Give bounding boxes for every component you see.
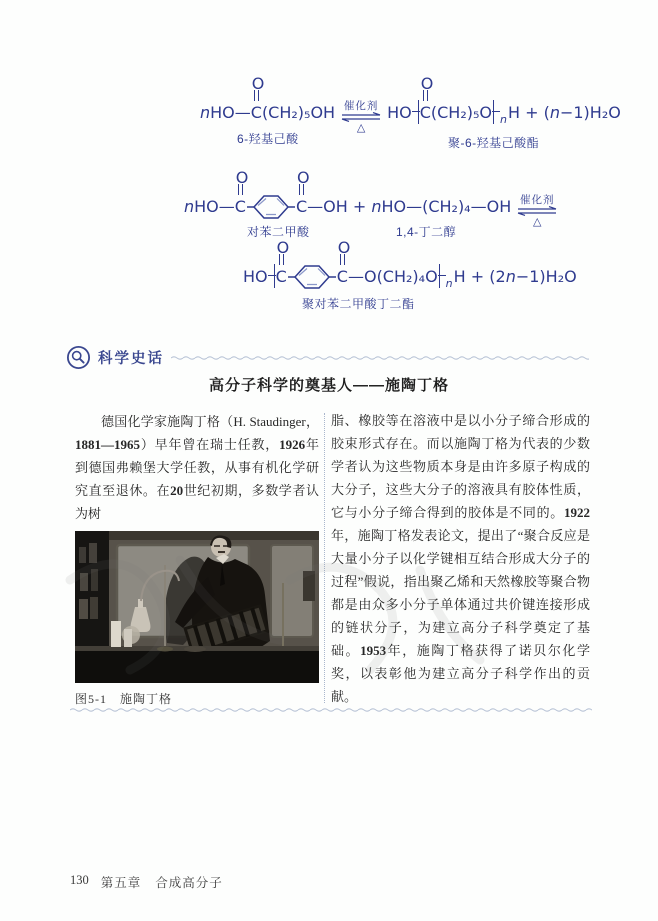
equation-2-product [243,238,577,294]
carbonyl-oxygen: O [420,74,434,93]
product-name-label: 聚-6-羟基己酸酯 [448,136,540,150]
formula-segment: H + ( [507,103,550,122]
formula-segment: HO— [194,197,235,216]
double-bond-icon [238,184,243,195]
coefficient-n: n [549,103,560,122]
page-number: 130 [70,873,89,887]
article-title: 高分子科学的奠基人——施陶丁格 [208,377,449,394]
carbon-atom: C [275,267,287,286]
coefficient-n: n [200,103,211,122]
double-bond-icon [340,254,345,265]
polymer-bracket-right-icon [492,100,500,124]
product-name-label: 聚对苯二甲酸丁二酯 [302,297,415,311]
double-bond-icon [299,184,304,195]
formula-segment: (CH₂)₅OH [261,103,336,122]
carbonyl-oxygen: O [235,168,249,187]
formula-segment: H + (2 [453,267,506,286]
polymer-bracket-right-icon [438,264,446,288]
formula-segment: −1)H₂O [559,103,621,122]
formula-segment: HO— [210,103,251,122]
equation-1 [200,74,621,134]
reactant-name-label: 1,4-丁二醇 [396,225,457,239]
carbonyl-oxygen: O [296,168,310,187]
carbon-atom: C [295,197,308,216]
coefficient-n: n [184,197,195,216]
section-label: 科学史话 [98,351,164,367]
repeat-subscript-n: n [499,113,507,126]
formula-segment: HO [243,267,268,286]
formula-segment: —O(CH₂)₄O [347,267,438,286]
delta-symbol: △ [356,121,366,134]
carbonyl-oxygen: O [337,238,351,257]
chapter-label: 第五章 [100,876,142,890]
book-title: 合成高分子 [155,876,223,890]
page-footer [70,873,223,891]
carbonyl-group [295,168,310,217]
carbonyl-group [419,74,434,123]
reactant-name-label: 对苯二甲酸 [247,225,310,239]
equilibrium-arrow [339,100,383,134]
catalyst-label: 催化剂 [519,194,555,206]
formula-segment: —OH + [307,197,372,216]
figure-caption: 图5-1 施陶丁格 [75,692,172,706]
carbon-atom: C [419,103,431,122]
wavy-divider-icon [171,355,589,361]
formula-segment: −1)H₂O [515,267,577,286]
carbonyl-group [234,168,249,217]
delta-symbol: △ [532,215,542,228]
coefficient-n: n [505,267,516,286]
carbonyl-oxygen: O [276,238,290,257]
wavy-divider-icon [70,707,592,713]
benzene-ring-icon [288,263,336,291]
carbonyl-group [275,238,290,287]
equilibrium-arrow [515,194,559,228]
double-bond-icon [423,90,428,101]
formula-segment: HO [387,103,412,122]
carbonyl-oxygen: O [251,74,265,93]
section-header [66,345,589,370]
polymer-bracket-left-icon [268,264,276,288]
left-column [75,410,319,707]
carbon-atom: C [234,197,246,216]
benzene-ring-icon [247,193,295,221]
reactant-name-label: 6-羟基己酸 [237,132,299,146]
equation-2-reactants [184,168,563,228]
double-bond-icon [254,90,259,101]
repeat-subscript-n: n [445,277,453,290]
right-column [331,409,590,708]
carbonyl-group [250,74,265,123]
double-bond-icon [279,254,284,265]
formula-segment: (CH₂)₅O [430,103,492,122]
body-paragraph: 德国化学家施陶丁格（H. Staudinger，1881—1965）早年曾在瑞士任教，1926年到德国弗赖堡大学任教，从事有机化学研究直至退休。在20世纪初期，多数学者认为树 [75,414,319,521]
staudinger-photo [75,531,319,683]
catalyst-label: 催化剂 [343,100,379,112]
carbon-atom: C [336,267,348,286]
coefficient-n: n [371,197,382,216]
polymer-bracket-left-icon [412,100,420,124]
body-paragraph: 脂、橡胶等在溶液中是以小分子缔合形成的胶束形式存在。而以施陶丁格为代表的少数学者认为这些物质本身是由许多原子构成的大分子，这些大分子的溶液具有胶体性质，它与小分子缔合得到的胶体是不同的。1922年，施陶丁格发表论文，提出了“聚合反应是大量小分子以化学键相互结合形成大分子的过程”假说，指出聚乙烯和天然橡胶等聚合物都是由众多小分子单体通过共价键连接形成的链状分子，为建立高分子科学奠定了基础。1953年，施陶丁格获得了诺贝尔化学奖，以表彰他为建立高分子科学作出的贡献。 [331,413,590,704]
formula-segment: HO—(CH₂)₄—OH [381,197,512,216]
carbonyl-group [336,238,351,287]
carbon-atom: C [250,103,262,122]
column-divider [324,413,325,703]
magnifier-badge-icon [66,345,91,370]
